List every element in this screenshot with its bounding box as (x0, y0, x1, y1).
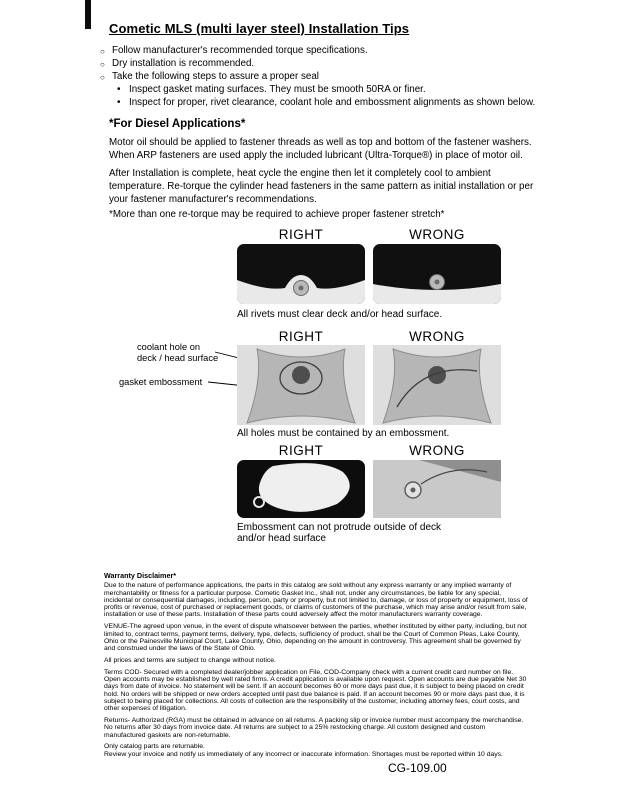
bullet-text: Inspect gasket mating surfaces. They must be smooth 50RA or finer. (129, 84, 426, 95)
rivet-right-label: RIGHT (278, 227, 324, 242)
diesel-paragraph-1: Motor oil should be applied to fastener threads as well as top and bottom of the fastener washers. When ARP fasteners are used apply the included lubricant (Ultra-Torque®) in place of motor oil. (109, 137, 532, 161)
deck-corner-shape (247, 349, 355, 423)
rivet-wrong-figure (373, 244, 501, 304)
embossment-wrong-label: WRONG (409, 443, 465, 458)
coolant-hole-annotation: coolant hole on deck / head surface (137, 342, 219, 363)
deck-corner-shape (383, 349, 491, 423)
disclaimer-paragraph: Returns- Authorized (RGA) must be obtained in advance on all returns. A packing slip or invoice number must accompany the merchandise. No returns after 30 days from invoice date. All returns are subject to a 25% restocking charge. All custom designed and custom manufactured gaskets are non-returnable. (104, 717, 524, 739)
page-title: Cometic MLS (multi layer steel) Installation Tips (109, 21, 410, 36)
rivet-caption: All rivets must clear deck and/or head surface. (237, 309, 443, 320)
page-edge-mark (85, 0, 91, 29)
bullet-text: Dry installation is recommended. (112, 58, 255, 69)
diesel-paragraph-2: After Installation is complete, heat cycle the engine then let it completely cool to ambient temperature. Re-torque the cylinder head fasteners in the same pattern as initial installation or per your fastener manufacturer's recommendations. (109, 168, 534, 205)
circle-bullet-icon: ○ (100, 73, 105, 82)
embossment-caption: Embossment can not protrude outside of deck and/or head surface (237, 522, 442, 544)
holes-wrong-illustration (373, 345, 501, 425)
bullet-item (100, 45, 560, 58)
circle-bullet-icon: ○ (100, 60, 105, 69)
embossment-right-label: RIGHT (278, 443, 324, 458)
holes-right-figure (237, 345, 365, 425)
warranty-disclaimer-heading: Warranty Disclaimer* (104, 571, 177, 580)
disclaimer-paragraph: Only catalog parts are returnable. (104, 743, 205, 751)
disclaimer-paragraph: Review your invoice and notify us immediately of any incorrect or inaccurate information. Shortages must be reported within 10 days. (104, 750, 503, 758)
disclaimer-paragraph: Terms COD- Secured with a completed dealer/jobber application on File, COD-Company check with a current credit card number on file. Open accounts may be established by well rated firms. A credit application is available upon request. Open accounts are due payable Net 30 days from date of invoice. No statement will be sent. If an account becomes 60 or more days past due, it is subject to being placed on credit hold. No orders will be shipped or new orders accepted until past due balance is paid. If an account becomes 90 or more days past due, it is subject to being placed for collections. All costs of collection are the responsibility of the customer, including attorney fees, court costs, and other expenses of litigation. (104, 668, 527, 713)
gasket-embossment-annotation: gasket embossment (119, 377, 203, 387)
embossment-right-illustration (237, 460, 365, 518)
holes-caption: All holes must be contained by an embossment. (237, 428, 450, 439)
disclaimer-paragraph: VENUE-The agreed upon venue, in the event of dispute whatsoever between the parties, whether instituted by either party, including, but not limited to, contract terms, payment terms, delivery, type, defects, sufficiency of product, shall be the Court of Common Pleas, Lake County, Ohio or the Painesville Municipal Court, Lake County, Ohio, depending on the amount in controversy. This agreement shall be governed by and construed under the laws of the State of Ohio. (104, 623, 527, 653)
disclaimer-paragraph: All prices and terms are subject to change without notice. (104, 656, 276, 664)
rivet-wrong-label: WRONG (409, 227, 465, 242)
retorque-note: *More than one re-torque may be required to achieve proper fastener stretch* (109, 209, 445, 220)
embossment-wrong-illustration (373, 460, 501, 518)
bullet-text: Inspect for proper, rivet clearance, coolant hole and embossment alignments as shown below. (129, 97, 536, 108)
holes-right-illustration (237, 345, 365, 425)
diesel-heading: *For Diesel Applications* (109, 118, 246, 130)
rivet-right-illustration (237, 244, 365, 304)
coolant-hole-icon (292, 366, 310, 384)
dot-bullet-icon: • (117, 97, 121, 108)
embossment-wrong-figure (373, 460, 501, 518)
bullet-item (100, 58, 560, 71)
bullet-item (117, 84, 567, 96)
bullet-text: Take the following steps to assure a proper seal (112, 71, 319, 82)
embossment-right-figure (237, 460, 365, 518)
circle-bullet-icon: ○ (100, 47, 105, 56)
warranty-disclaimer (104, 572, 528, 763)
holes-wrong-label: WRONG (409, 329, 465, 344)
holes-right-label: RIGHT (278, 329, 324, 344)
bullet-item (100, 71, 560, 84)
bullet-item (117, 97, 567, 109)
bullet-text: Follow manufacturer's recommended torque specifications. (112, 45, 368, 56)
rivet-right-figure (237, 244, 365, 304)
dot-bullet-icon: • (117, 84, 121, 95)
disclaimer-paragraph: Due to the nature of performance applications, the parts in this catalog are sold without any express warranty or any implied warranty of merchantability or fitness for a particular purpose. Cometic Gasket Inc., shall not, under any circumstances, be liable for any special, incidental or consequential damages, including, person, party or property, but not limited to, damage, or loss of property or equipment, loss of profits or revenue, cost of purchased or replacement goods, or claims of customers of the purchase, which may arise and/or result from sale, installation or use of these parts. Installation of these parts could adversely affect the motor manufacturers warranty coverage. (104, 582, 528, 619)
footer-code: CG-109.00 (388, 761, 447, 775)
rivet-wrong-illustration (373, 244, 501, 304)
holes-wrong-figure (373, 345, 501, 425)
